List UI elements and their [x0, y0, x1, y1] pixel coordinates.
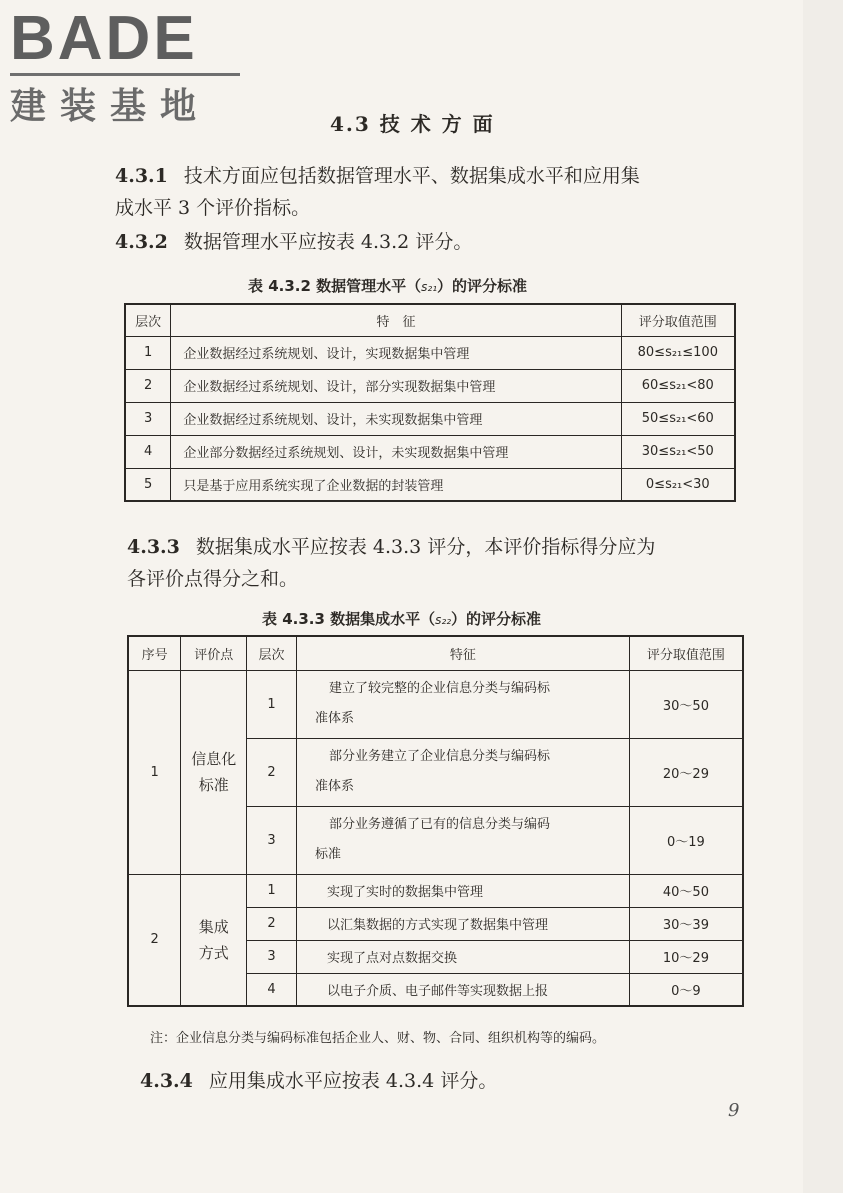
table-4-3-2-caption: [248, 275, 527, 296]
table-header-row: [125, 304, 735, 336]
cell-score: 0～9: [629, 973, 743, 1006]
cell-score: 0～19: [629, 806, 743, 874]
table-row: [125, 468, 735, 501]
cell-feature: 企业数据经过系统规划、设计，部分实现数据集中管理: [171, 369, 621, 402]
paragraph-text: 数据集成水平应按表 4.3.3 评分，本评价指标得分应为: [195, 536, 656, 558]
cell-feature: 以汇集数据的方式实现了数据集中管理: [296, 907, 629, 940]
paragraph-4-3-1: [115, 160, 640, 224]
caption-text-end: ）的评分标准: [451, 610, 542, 628]
cell-level: 1: [247, 670, 297, 738]
col-header-level: 层次: [247, 636, 297, 670]
clause-number: 4.3.4: [140, 1070, 193, 1092]
cell-score: 20～29: [629, 738, 743, 806]
cell-level: 1: [125, 336, 171, 369]
paragraph-4-3-4: [140, 1065, 497, 1097]
bade-logo: [10, 6, 240, 129]
point-line: 集成: [198, 917, 229, 936]
paragraph-4-3-3: [127, 531, 655, 595]
table-header-row: [128, 636, 743, 670]
table-4-3-2: [124, 303, 736, 502]
paragraph-text: 技术方面应包括数据管理水平、数据集成水平和应用集: [183, 165, 640, 187]
cell-feature: [296, 738, 629, 806]
cell-feature: 企业部分数据经过系统规划、设计，未实现数据集中管理: [171, 435, 621, 468]
cell-feature: [296, 806, 629, 874]
page-edge: [803, 0, 843, 1193]
cell-number: 2: [128, 874, 181, 1006]
cell-score: 10～29: [629, 940, 743, 973]
col-header-level: 层次: [125, 304, 171, 336]
table-note: 注：企业信息分类与编码标准包括企业人、财、物、合同、组织机构等的编码。: [150, 1031, 606, 1046]
feature-line: 部分业务遵循了已有的信息分类与编码: [328, 817, 550, 832]
col-header-point: 评价点: [181, 636, 247, 670]
table-row: [125, 435, 735, 468]
table-4-3-3-caption: [262, 608, 541, 629]
feature-line: 准体系: [314, 711, 354, 726]
cell-score: 60≤s₂₁<80: [621, 369, 735, 402]
logo-subtitle: 建装基地: [10, 86, 211, 127]
paragraph-text: 数据管理水平应按表 4.3.2 评分。: [183, 231, 473, 253]
point-line: 方式: [198, 943, 229, 962]
paragraph-text-cont: 各评价点得分之和。: [127, 568, 299, 590]
col-header-feature: 特征: [296, 636, 629, 670]
point-line: 信息化: [191, 750, 237, 768]
feature-line: 建立了较完整的企业信息分类与编码标: [328, 681, 550, 696]
table-row: [128, 670, 743, 738]
cell-feature: 实现了实时的数据集中管理: [296, 874, 629, 907]
clause-number: 4.3.1: [115, 165, 168, 187]
cell-level: 2: [125, 369, 171, 402]
point-line: 标准: [198, 776, 229, 794]
cell-level: 4: [125, 435, 171, 468]
cell-level: 1: [247, 874, 297, 907]
caption-variable: s₂₁: [421, 280, 438, 294]
col-header-number: 序号: [128, 636, 181, 670]
cell-score: 40～50: [629, 874, 743, 907]
cell-score: 30～39: [629, 907, 743, 940]
cell-score: 80≤s₂₁≤100: [621, 336, 735, 369]
page-number: 9: [728, 1100, 740, 1121]
cell-level: 2: [247, 738, 297, 806]
cell-feature: 只是基于应用系统实现了企业数据的封装管理: [171, 468, 621, 501]
cell-point: [181, 874, 247, 1006]
cell-level: 3: [247, 940, 297, 973]
cell-point: [181, 670, 247, 874]
table-row: [125, 369, 735, 402]
caption-text-end: ）的评分标准: [437, 277, 528, 295]
cell-level: 3: [247, 806, 297, 874]
caption-text: 表 4.3.3 数据集成水平（: [262, 610, 436, 628]
clause-number: 4.3.2: [115, 231, 168, 253]
table-4-3-3: [127, 635, 744, 1007]
paragraph-text: 应用集成水平应按表 4.3.4 评分。: [208, 1070, 498, 1092]
paragraph-4-3-2: [115, 226, 472, 258]
caption-variable: s₂₂: [435, 613, 452, 627]
section-title: 4.3 技 术 方 面: [330, 112, 495, 136]
cell-level: 5: [125, 468, 171, 501]
cell-score: 0≤s₂₁<30: [621, 468, 735, 501]
caption-text: 表 4.3.2 数据管理水平（: [248, 277, 422, 295]
cell-number: 1: [128, 670, 181, 874]
logo-divider: [10, 73, 240, 76]
cell-feature: 企业数据经过系统规划、设计，实现数据集中管理: [171, 336, 621, 369]
cell-feature: 实现了点对点数据交换: [296, 940, 629, 973]
cell-score: 50≤s₂₁<60: [621, 402, 735, 435]
cell-score: 30～50: [629, 670, 743, 738]
paragraph-text-cont: 成水平 3 个评价指标。: [115, 197, 311, 219]
cell-level: 3: [125, 402, 171, 435]
feature-line: 准体系: [314, 779, 354, 794]
cell-level: 4: [247, 973, 297, 1006]
clause-number: 4.3.3: [127, 536, 180, 558]
cell-feature: [296, 670, 629, 738]
cell-level: 2: [247, 907, 297, 940]
logo-brand: BADE: [10, 4, 198, 73]
cell-feature: 企业数据经过系统规划、设计，未实现数据集中管理: [171, 402, 621, 435]
table-row: [125, 336, 735, 369]
table-row: [125, 402, 735, 435]
feature-line: 部分业务建立了企业信息分类与编码标: [328, 749, 550, 764]
col-header-score: 评分取值范围: [629, 636, 743, 670]
feature-line: 标准: [314, 847, 341, 862]
col-header-feature: 特 征: [171, 304, 621, 336]
cell-feature: 以电子介质、电子邮件等实现数据上报: [296, 973, 629, 1006]
cell-score: 30≤s₂₁<50: [621, 435, 735, 468]
col-header-score: 评分取值范围: [621, 304, 735, 336]
table-row: [128, 874, 743, 907]
